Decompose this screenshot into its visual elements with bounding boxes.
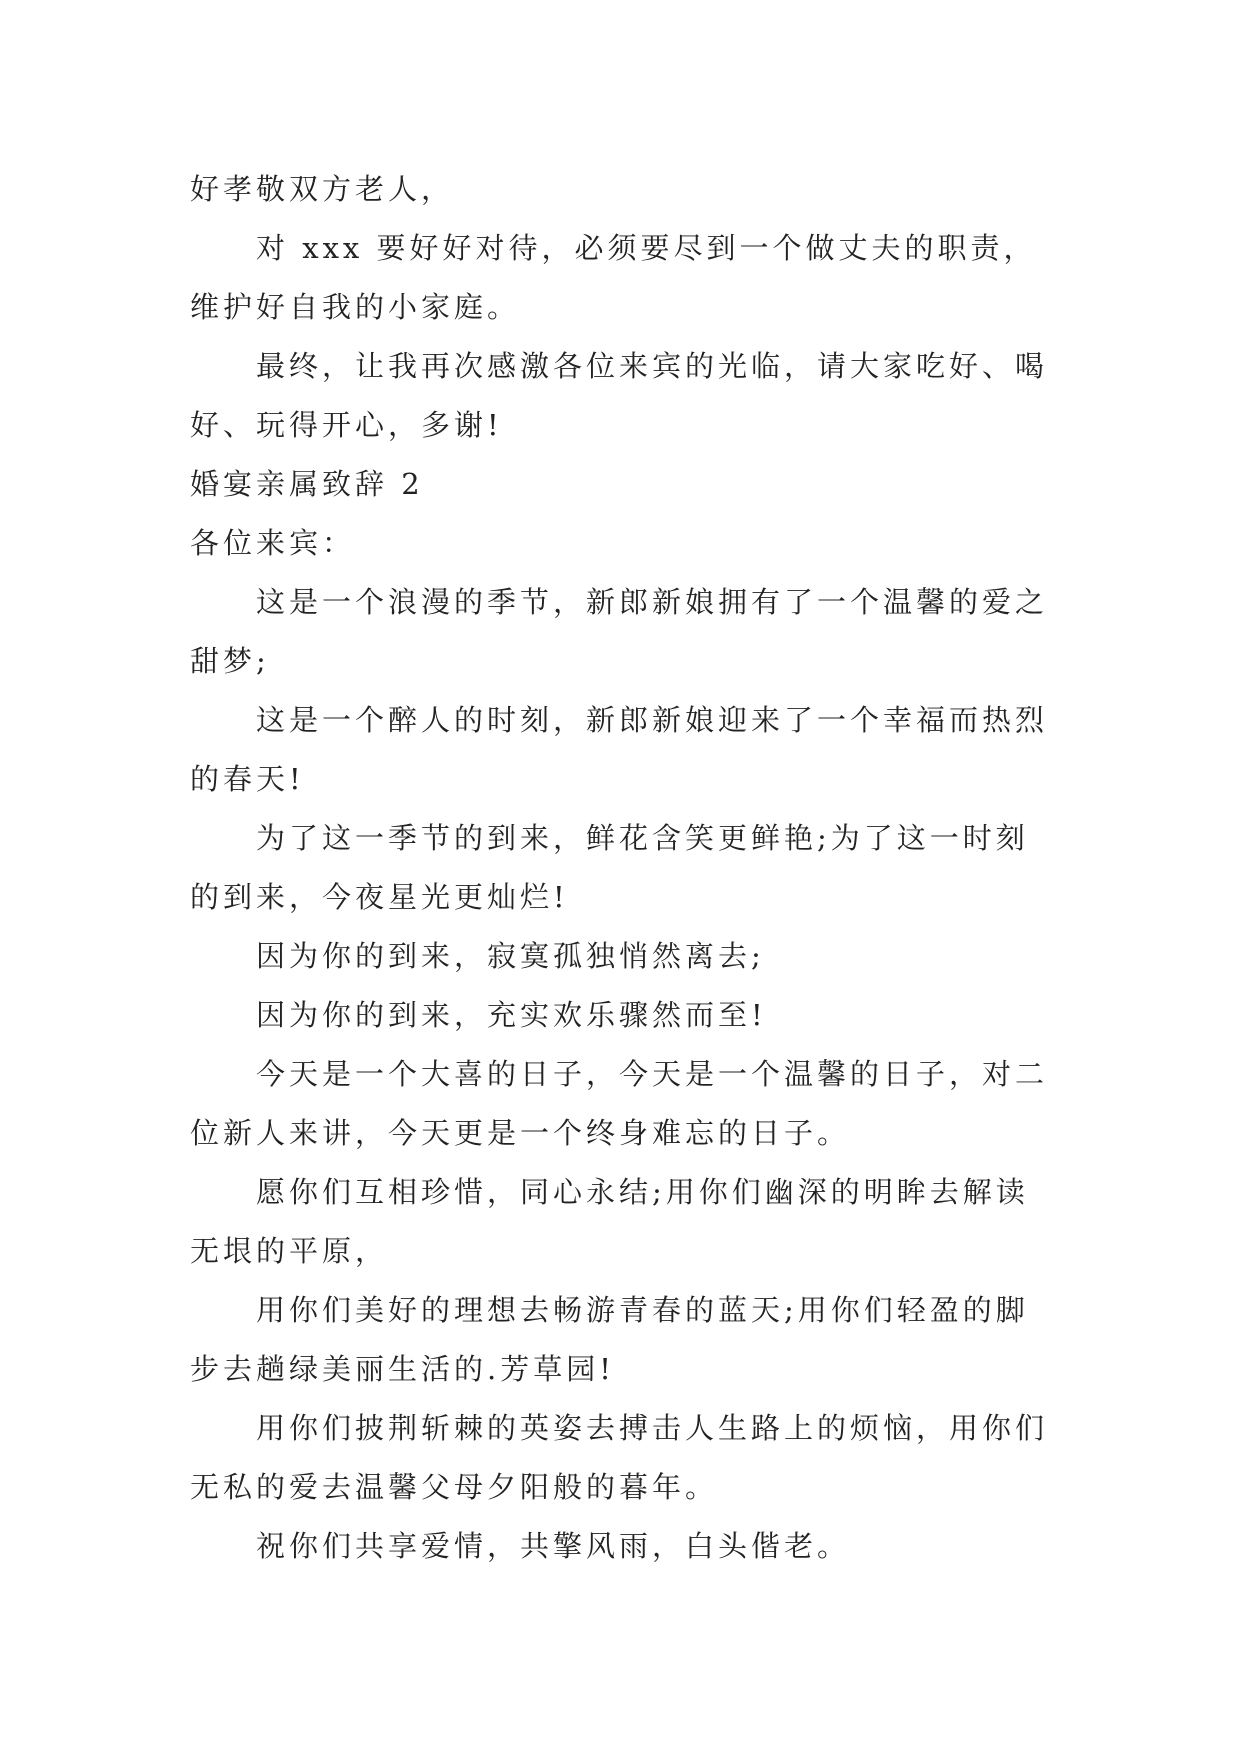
paragraph-happy-day: 今天是一个大喜的日子，今天是一个温馨的日子，对二位新人来讲，今天更是一个终身难忘的日子。 <box>190 1057 1049 1150</box>
paragraph-romantic-season: 这是一个浪漫的季节，新郎新娘拥有了一个温馨的爱之甜梦; <box>190 585 1049 678</box>
paragraph-blessing: 祝你们共享爱情，共擎风雨，白头偕老。 <box>256 1529 851 1563</box>
paragraph-ideals: 用你们美好的理想去畅游青春的蓝天;用你们轻盈的脚步去趟绿美丽生活的.芳草园! <box>190 1293 1029 1386</box>
paragraph-loneliness-gone: 因为你的到来，寂寞孤独悄然离去; <box>256 939 765 973</box>
paragraph-flowers-stars: 为了这一季节的到来，鲜花含笑更鲜艳;为了这一时刻的到来，今夜星光更灿烂! <box>190 821 1029 914</box>
paragraph-husband-duty: 对 xxx 要好好对待，必须要尽到一个做丈夫的职责，维护好自我的小家庭。 <box>190 231 1037 324</box>
paragraph-courage: 用你们披荆斩棘的英姿去搏击人生路上的烦恼，用你们无私的爱去温馨父母夕阳般的暮年。 <box>190 1411 1049 1504</box>
paragraph-intoxicating-moment: 这是一个醉人的时刻，新郎新娘迎来了一个幸福而热烈的春天! <box>190 703 1049 796</box>
paragraph-thanks: 最终，让我再次感激各位来宾的光临，请大家吃好、喝好、玩得开心，多谢! <box>190 349 1049 442</box>
salutation: 各位来宾： <box>190 526 356 560</box>
document-body <box>190 160 1050 1576</box>
paragraph-closing-line: 好孝敬双方老人， <box>190 172 455 206</box>
paragraph-joy-arrives: 因为你的到来，充实欢乐骤然而至! <box>256 998 767 1032</box>
section-heading: 婚宴亲属致辞 2 <box>190 467 424 501</box>
paragraph-cherish: 愿你们互相珍惜，同心永结;用你们幽深的明眸去解读无垠的平原， <box>190 1175 1029 1268</box>
